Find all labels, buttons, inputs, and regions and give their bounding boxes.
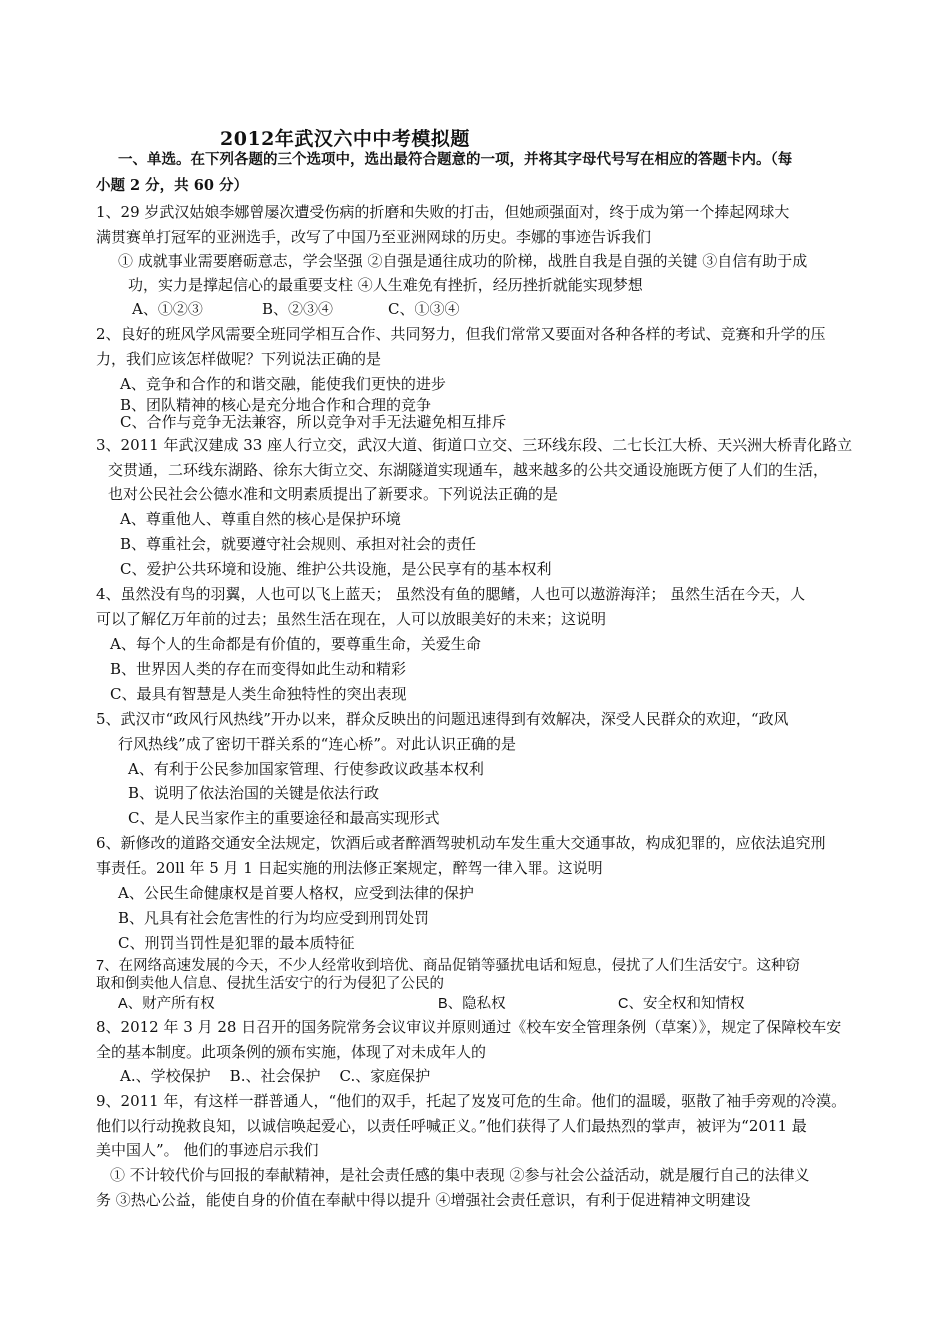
question-9-line-1: 9、2011 年，有这样一群普通人，“他们的双手，托起了岌岌可危的生命。他们的温暖，驱散了袖手旁观的冷漠。 [96,1092,847,1110]
question-6-option-c: C、刑罚当罚性是犯罪的最本质特征 [118,934,355,952]
question-4-line-2: 可以了解亿万年前的过去；虽然生活在现在，人可以放眼美好的未来；这说明 [96,610,607,628]
question-7-line-1: 7、在网络高速发展的今天，不少人经常收到培优、商品促销等骚扰电话和短息，侵扰了人们生活安宁。这种窃 [96,958,801,974]
question-1-line-4: 功，实力是撑起信心的最重要支柱 ④人生难免有挫折，经历挫折就能实现梦想 [128,276,643,294]
question-2-option-c: C、合作与竞争无法兼容，所以竞争对手无法避免相互排斥 [120,413,507,431]
question-8-line-1: 8、2012 年 3 月 28 日召开的国务院常务会议审议并原则通过《校车安全管理条例（草案）》，规定了保障校车安 [96,1018,842,1036]
question-2-line-1: 2、良好的班风学风需要全班同学相互合作、共同努力，但我们常常又要面对各种各样的考试、竞赛和升学的压 [96,325,826,343]
question-7-option-a: A、财产所有权 [118,996,215,1012]
question-6-option-b: B、凡具有社会危害性的行为均应受到刑罚处罚 [118,909,430,927]
question-3-line-2: 交贯通，二环线东湖路、徐东大街立交、东湖隧道实现通车，越来越多的公共交通设施既方便了人们的生活， [108,461,829,479]
question-6-line-1: 6、新修改的道路交通安全法规定，饮酒后或者醉酒驾驶机动车发生重大交通事故，构成犯罪的，应依法追究刑 [96,834,826,852]
question-7-line-2: 取和倒卖他人信息、侵扰生活安宁的行为侵犯了公民的 [96,976,444,992]
question-6-option-a: A、公民生命健康权是首要人格权，应受到法律的保护 [118,884,474,902]
question-4-option-a: A、每个人的生命都是有价值的，要尊重生命，关爱生命 [110,635,481,653]
question-1-line-3: ① 成就事业需要磨砺意志，学会坚强 ②自强是通往成功的阶梯，战胜自我是自强的关键 ③自信有助于成 [118,252,808,270]
section-instruction-line-1: 一、单选。在下列各题的三个选项中，选出最符合题意的一项，并将其字母代号写在相应的答题卡内。（每 [118,151,793,168]
question-2-option-a: A、竞争和合作的和谐交融，能使我们更快的进步 [120,375,446,393]
question-2-option-b: B、团队精神的核心是充分地合作和合理的竞争 [120,396,432,414]
question-3-option-c: C、爱护公共环境和设施、维护公共设施，是公民享有的基本权利 [120,560,552,578]
question-7-option-c: C、安全权和知情权 [618,996,745,1012]
question-8-line-2: 全的基本制度。此项条例的颁布实施，体现了对未成年人的 [96,1043,487,1061]
question-3-line-3: 也对公民社会公德水准和文明素质提出了新要求。下列说法正确的是 [108,485,559,503]
question-4-option-c: C、最具有智慧是人类生命独特性的突出表现 [110,685,407,703]
question-3-option-b: B、尊重社会，就要遵守社会规则、承担对社会的责任 [120,535,477,553]
question-8-options: A.、学校保护 B.、社会保护 C.、家庭保护 [120,1067,431,1085]
question-1-line-1: 1、29 岁武汉姑娘李娜曾屡次遭受伤病的折磨和失败的打击，但她顽强面对，终于成为第一个捧起网球大 [96,203,790,221]
section-instruction-line-2: 小题 2 分，共 60 分） [96,177,248,194]
question-5-option-b: B、说明了依法治国的关键是依法行政 [128,784,380,802]
question-4-option-b: B、世界因人类的存在而变得如此生动和精彩 [110,660,407,678]
question-1-option-a: A、①②③ [132,300,203,318]
question-2-line-2: 力，我们应该怎样做呢？下列说法正确的是 [96,350,382,368]
question-7-option-b: B、隐私权 [438,996,506,1012]
question-6-line-2: 事责任。20ll 年 5 月 1 日起实施的刑法修正案规定，醉驾一律入罪。这说明 [96,859,603,877]
question-9-line-5: 务 ③热心公益，能使自身的价值在奉献中得以提升 ④增强社会责任意识，有利于促进精神文明建设 [96,1191,751,1209]
question-5-option-c: C、是人民当家作主的重要途径和最高实现形式 [128,809,440,827]
question-4-line-1: 4、虽然没有鸟的羽翼，人也可以飞上蓝天； 虽然没有鱼的腮鳍，人也可以遨游海洋； 虽然生活在今天，人 [96,585,806,603]
question-1-line-2: 满贯赛单打冠军的亚洲选手，改写了中国乃至亚洲网球的历史。李娜的事迹告诉我们 [96,228,652,246]
question-9-line-4: ① 不计较代价与回报的奉献精神，是社会责任感的集中表现 ②参与社会公益活动，就是履行自己的法律义 [110,1166,810,1184]
question-5-line-2: 行风热线”成了密切干群关系的“连心桥”。对此认识正确的是 [118,735,517,753]
question-5-line-1: 5、武汉市“政风行风热线”开办以来，群众反映出的问题迅速得到有效解决，深受人民群众的欢迎，“政风 [96,710,789,728]
question-1-option-b: B、②③④ [262,300,334,318]
question-9-line-3: 美中国人”。 他们的事迹启示我们 [96,1141,319,1159]
question-3-option-a: A、尊重他人、尊重自然的核心是保护环境 [120,510,401,528]
question-1-option-c: C、①③④ [388,300,460,318]
question-5-option-a: A、有利于公民参加国家管理、行使参政议政基本权利 [128,760,484,778]
page-title: 2012年武汉六中中考模拟题 [220,128,470,150]
question-3-line-1: 3、2011 年武汉建成 33 座人行立交，武汉大道、街道口立交、三环线东段、二七长江大桥、天兴洲大桥青化路立 [96,436,853,454]
question-9-line-2: 他们以行动挽救良知，以诚信唤起爱心，以责任呼喊正义。”他们获得了人们最热烈的掌声，被评为“2011 最 [96,1117,807,1135]
